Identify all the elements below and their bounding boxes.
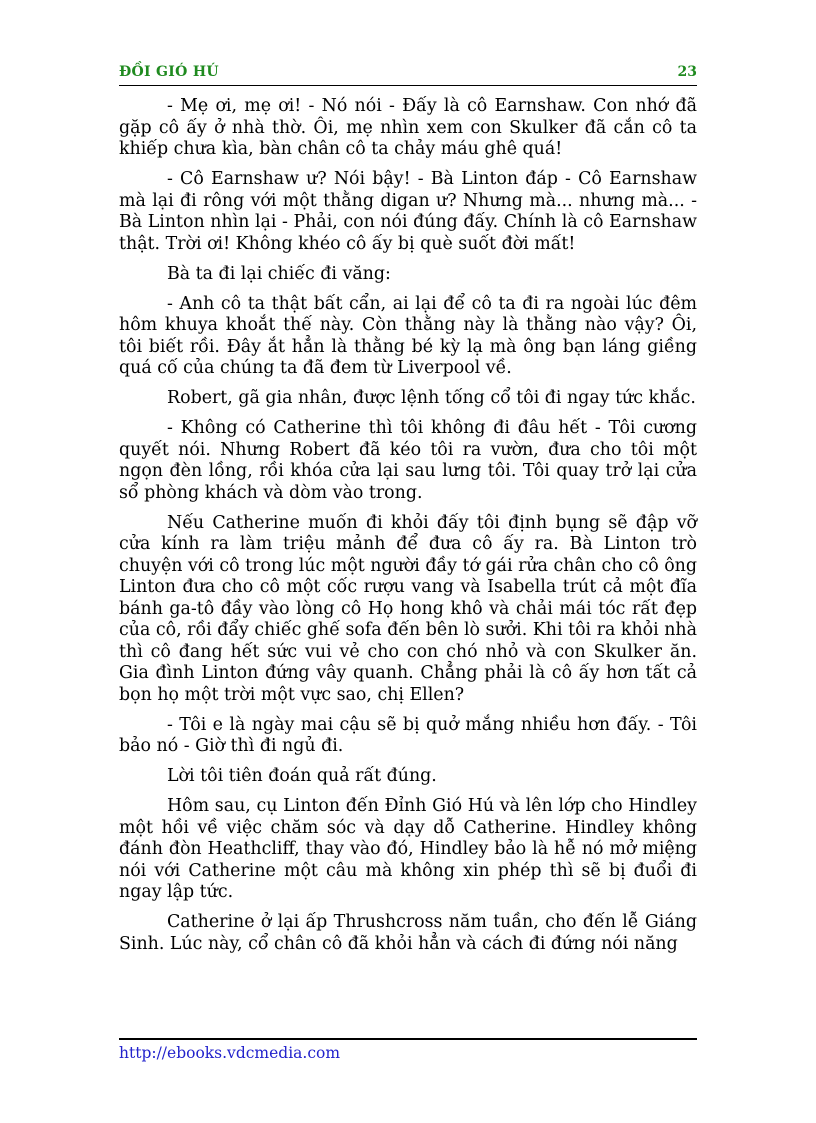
- footer-divider: [119, 1038, 697, 1040]
- paragraph: - Cô Earnshaw ư? Nói bậy! - Bà Linton đáp - Cô Earnshaw mà lại đi rông với một thằng digan ư? Nhưng mà... nhưng mà... - Bà Linton nhìn lại - Phải, con nói đúng đấy. Chính là cô Earnshaw thật. Trời ơi! Không khéo cô ấy bị què suốt đời mất!: [119, 169, 697, 254]
- paragraph: Bà ta đi lại chiếc đi văng:: [167, 263, 391, 284]
- paragraph: Lời tôi tiên đoán quả rất đúng.: [167, 766, 437, 786]
- paragraph: - Anh cô ta thật bất cẩn, ai lại để cô ta đi ra ngoài lúc đêm hôm khuya khoắt thế này. Còn thằng này là thằng nào vậy? Ôi, tôi biết rồi. Đây ắt hẳn là thằng bé kỳ lạ mà ông bạn láng giềng quá cố của chúng ta đã đem từ Liverpool về.: [119, 293, 697, 378]
- book-title: ĐỒI GIÓ HÚ: [119, 64, 219, 80]
- paragraph: Hôm sau, cụ Linton đến Đỉnh Gió Hú và lên lớp cho Hindley một hồi về việc chăm sóc và dạy dỗ Catherine. Hindley không đánh đòn Heathcliff, thay vào đó, Hindley bảo là hễ nó mở miệng nói với Catherine một câu mà không xin phép thì sẽ bị đuổi đi ngay lập tức.: [119, 796, 697, 902]
- footer-link[interactable]: http://ebooks.vdcmedia.com: [119, 1044, 341, 1062]
- page-body: [119, 96, 697, 964]
- paragraph: - Mẹ ơi, mẹ ơi! - Nó nói - Đấy là cô Earnshaw. Con nhớ đã gặp cô ấy ở nhà thờ. Ôi, mẹ nhìn xem con Skulker đã cắn cô ta khiếp chưa kìa, bàn chân cô ta chảy máu ghê quá!: [119, 96, 697, 159]
- page-header: [119, 64, 697, 90]
- paragraph: Nếu Catherine muốn đi khỏi đấy tôi định bụng sẽ đập vỡ cửa kính ra làm triệu mảnh để đưa cô ấy ra. Bà Linton trò chuyện với cô trong lúc một người đầy tớ gái rửa chân cho cô ông Linton đưa cho cô một cốc rượu vang và Isabella trút cả một đĩa bánh ga-tô đầy vào lòng cô Họ hong khô và chải mái tóc rất đẹp của cô, rồi đẩy chiếc ghế sofa đến bên lò sưởi. Khi tôi ra khỏi nhà thì cô đang hết sức vui vẻ cho con chó nhỏ và con Skulker ăn. Gia đình Linton đứng vây quanh. Chẳng phải là cô ấy hơn tất cả bọn họ một trời một vực sao, chị Ellen?: [119, 512, 697, 705]
- header-divider: [119, 85, 697, 86]
- paragraph: - Tôi e là ngày mai cậu sẽ bị quở mắng nhiều hơn đấy. - Tôi bảo nó - Giờ thì đi ngủ đi.: [119, 714, 697, 756]
- page-number: 23: [677, 64, 697, 80]
- paragraph: Catherine ở lại ấp Thrushcross năm tuần, cho đến lễ Giáng Sinh. Lúc này, cổ chân cô đã khỏi hẳn và cách đi đứng nói năng: [119, 912, 697, 954]
- paragraph: Robert, gã gia nhân, được lệnh tống cổ tôi đi ngay tức khắc.: [167, 388, 696, 408]
- paragraph: - Không có Catherine thì tôi không đi đâu hết - Tôi cương quyết nói. Nhưng Robert đã kéo tôi ra vườn, đưa cho tôi một ngọn đèn lồng, rồi khóa cửa lại sau lưng tôi. Tôi quay trở lại cửa sổ phòng khách và dòm vào trong.: [119, 418, 697, 503]
